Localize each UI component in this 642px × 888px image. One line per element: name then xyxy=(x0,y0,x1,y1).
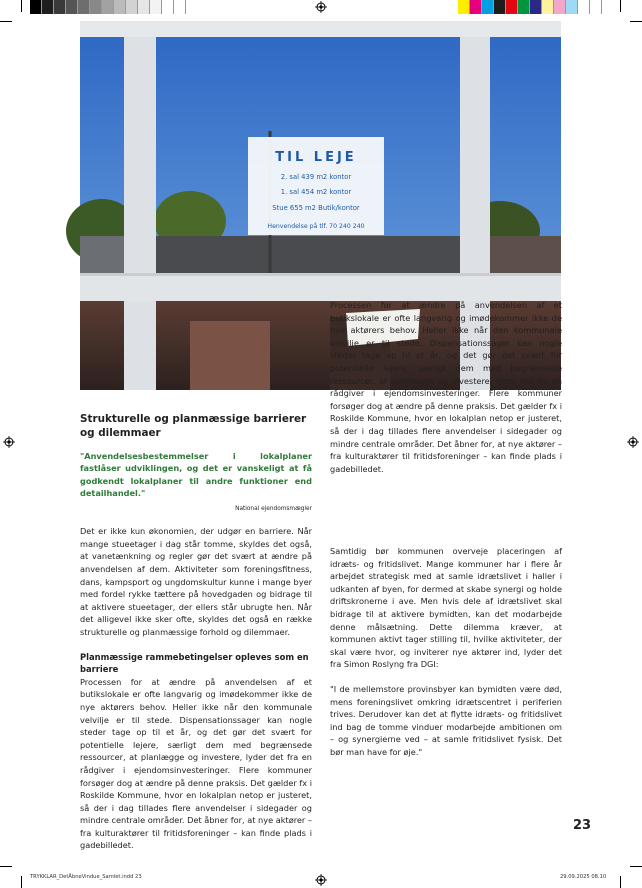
crop-mark xyxy=(0,21,12,22)
subheading: Planmæssige rammebetingelser opleves som en barriere xyxy=(80,651,309,675)
crop-mark xyxy=(630,21,642,22)
registration-mark-top xyxy=(315,1,327,13)
cmyk-color-bar xyxy=(458,0,602,14)
quote-paragraph: "I de mellemstore provinsbyer kan bymidten være død, mens foreningslivet omkring idrætscentret i periferien trives. Derudover kan det at flytte idræts- og fritidslivet ind bag de tomme vinduer modarbejde ambitionen om – og synergierne ved – at samle fritidslivet fysisk. Det bør man have for øje." xyxy=(330,683,562,757)
body-paragraph-2-continued: Processen for at ændre på anvendelsen af et butikslokale er ofte langvarig og imødekommer ikke de nye aktørers behov. Heller ikke når den kommunale velvilje er til stede. Dispensationssager kan nogle steder tage op til et år, og det gør det svært for potentielle lejere, særligt dem med begrænsede ressourcer, at planlægge og investere, lyder det fra en rådgiver i ejendomsinvesteringer. Flere kommuner forsøger dog at ændre på denne praksis. Det gælder fx i Roskilde Kommune, hvor en lokalplan netop er justeret, så der i dag tillades flere anvendelser i sidegader og mindre centrale områder. Det åbner for, at nye aktører – fra kulturaktører til fritidsforeninger – kan finde plads i gadebilledet. xyxy=(330,300,562,474)
pull-quote: "Anvendelsesbestemmelser i lokalplaner fastlåser udviklingen, og det er vanskeligt at få godkendt lokalplaner til andre funktioner end detailhandel." xyxy=(80,451,312,499)
grayscale-color-bar xyxy=(30,0,186,14)
registration-mark-left xyxy=(3,436,15,448)
sign-line: Stue 655 m2 Butik/kontor xyxy=(272,204,360,212)
registration-mark-right xyxy=(627,436,639,448)
article-column-right xyxy=(330,300,562,771)
sign-line: 2. sal 439 m2 kontor xyxy=(280,173,352,181)
sign-title: TIL LEJE xyxy=(275,150,357,165)
body-paragraph-3: Samtidig bør kommunen overveje placeringen af idræts- og fritidslivet. Mange kommuner har i flere år arbejdet strategisk med at samle idrætslivet i haller i udkanten af byen, for dermed at skabe synergi og holde driftskronerne i ave. Men hvis dele af idrætslivet skal bidrage til at aktivere bymidten, kan det modarbejde denne målsætning. Dette dilemma kræver, at kommunen aktivt tager stilling til, hvilke aktiviteter, der skal være hvor, og inviterer nye aktører ind, lyder det fra Simon Roslyng fra DGI: xyxy=(330,546,562,670)
slug-file-name: TRYKKLAR_DetÅbneVindue_Samlet.indd 23 xyxy=(30,874,142,880)
body-paragraph-2: Processen for at ændre på anvendelsen af et butikslokale er ofte langvarig og imødekommer ikke de nye aktørers behov. Heller ikke når den kommunale velvilje er til stede. Dispensationssager kan nogle steder tage op til et år, og det gør det svært for potentielle lejere, særligt dem med begrænsede ressourcer, at planlægge og investere, lyder det fra en rådgiver i ejendomsinvesteringer. Flere kommuner forsøger dog at ændre på denne praksis. Det gælder fx i Roskilde Kommune, hvor en lokalplan netop er justeret, så der i dag tillades flere anvendelser i sidegader og mindre centrale områder. Det åbner for, at nye aktører – fra kulturaktører til fritidsforeninger – kan finde plads i gadebilledet. xyxy=(80,676,312,851)
body-paragraph-1: Det er ikke kun økonomien, der udgør en barriere. Når mange stueetager i dag står tomme, skyldes det også, at vanetænkning og regler gør det svært at ændre på anvendelsen af dem. Aktiviteter som foreningsfitness, dans, kampsport og ungdomskultur kunne i mange byer med fordel rykke tættere på hovedgaden og bidrage til at aktivere stueetager, der ellers står ubrugte hen. Når det alligevel ikke sker ofte, skyldes det også en række strukturelle og planmæssige forhold og dilemmaer. xyxy=(80,526,312,637)
crop-mark xyxy=(21,0,22,12)
crop-mark xyxy=(0,866,12,867)
quote-source: National ejendomsmægler xyxy=(235,505,312,512)
crop-mark xyxy=(630,866,642,867)
crop-mark xyxy=(21,876,22,888)
crop-mark xyxy=(620,0,621,12)
registration-mark-bottom xyxy=(315,874,327,886)
crop-mark xyxy=(620,876,621,888)
page-number: 23 xyxy=(573,818,592,833)
slug-timestamp: 29.09.2025 08.10 xyxy=(560,874,607,880)
section-heading: Strukturelle og planmæssige barrierer og dilemmaer xyxy=(80,413,307,439)
sign-line: Henvendelse på tlf. 70 240 240 xyxy=(267,223,365,230)
sign-line: 1. sal 454 m2 kontor xyxy=(280,188,352,196)
article-column-left xyxy=(80,412,312,851)
til-leje-sign xyxy=(248,137,384,235)
